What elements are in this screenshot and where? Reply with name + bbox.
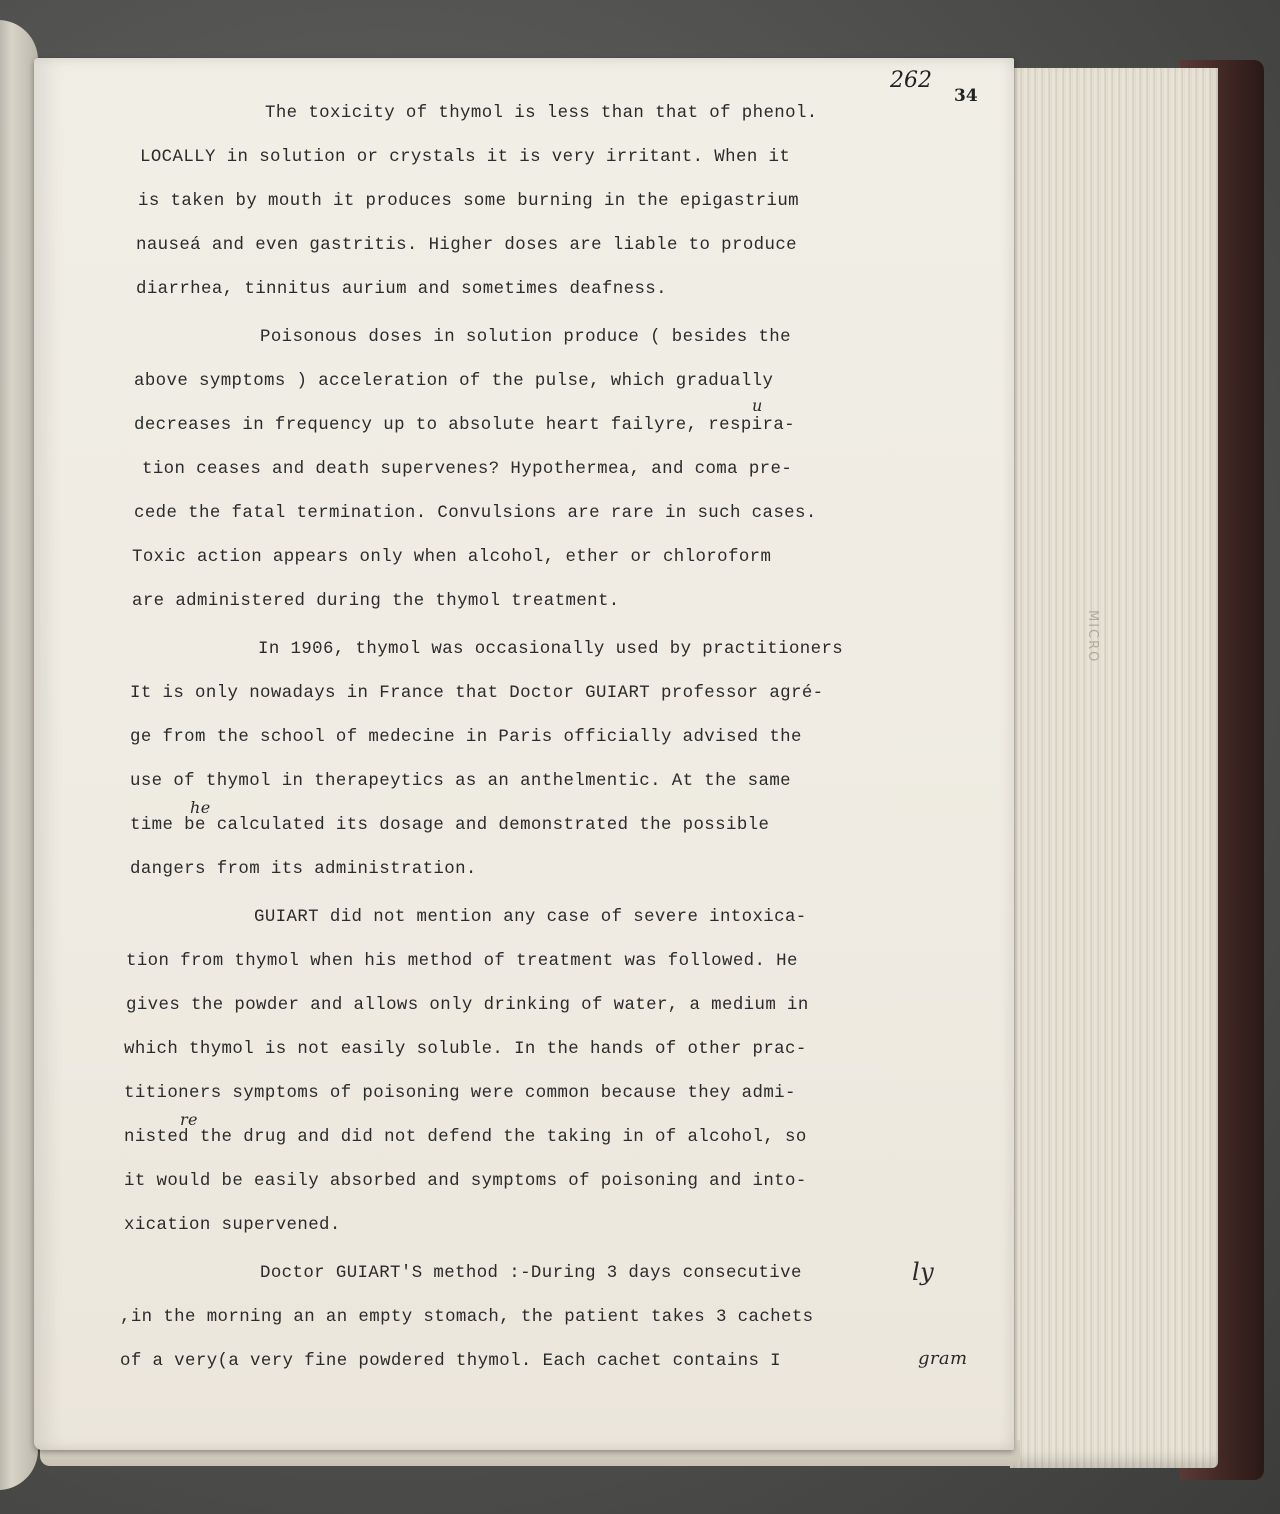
text-line: Doctor GUIART'S method :-During 3 days consecutive [260,1264,802,1283]
text-line: time be calculated its dosage and demonstrated the possible [130,816,770,835]
side-stamp: MICRO [1085,610,1100,664]
text-line: tion ceases and death supervenes? Hypothermea, and coma pre- [142,460,793,479]
page-block-edges [1010,68,1218,1468]
text-line: above symptoms ) acceleration of the pulse, which gradually [134,372,774,391]
text-line: diarrhea, tinnitus aurium and sometimes deafness. [136,280,667,299]
text-line: it would be easily absorbed and symptoms of poisoning and into- [124,1172,807,1191]
text-line: titioners symptoms of poisoning were common because they admi- [124,1084,796,1103]
text-line: LOCALLY in solution or crystals it is very irritant. When it [140,148,791,167]
text-line: decreases in frequency up to absolute heart failyre, respira- [134,416,796,435]
text-line: Toxic action appears only when alcohol, ether or chloroform [132,548,772,567]
text-line: cede the fatal termination. Convulsions are rare in such cases. [134,504,817,523]
handwritten-correction: gram [918,1348,968,1369]
typescript-page [34,58,1014,1450]
page-number: 34 [954,86,978,106]
text-line: Poisonous doses in solution produce ( besides the [260,328,791,347]
text-line: is taken by mouth it produces some burning in the epigastrium [138,192,800,211]
text-line: gives the powder and allows only drinking of water, a medium in [126,996,809,1015]
text-line: use of thymol in therapeytics as an anthelmentic. At the same [130,772,792,791]
text-line: are administered during the thymol treatment. [132,592,620,611]
text-line: ge from the school of medecine in Paris officially advised the [130,728,802,747]
text-line: GUIART did not mention any case of severe intoxica- [254,908,807,927]
handwritten-correction: u [752,396,763,415]
text-line: It is only nowadays in France that Doctor GUIART professor agré- [130,684,824,703]
text-line: In 1906, thymol was occasionally used by practitioners [258,640,844,659]
text-line: ,in the morning an an empty stomach, the patient takes 3 cachets [120,1308,814,1327]
text-line: The toxicity of thymol is less than that of phenol. [265,104,818,123]
handwritten-correction: he [190,798,211,817]
handwritten-correction: ly [912,1258,935,1286]
text-line: xication supervened. [124,1216,341,1235]
text-line: tion from thymol when his method of treatment was followed. He [126,952,798,971]
handwritten-folio: 262 [890,68,932,93]
text-line: nisted the drug and did not defend the taking in of alcohol, so [124,1128,807,1147]
text-line: nauseá and even gastritis. Higher doses are liable to produce [136,236,798,255]
text-line: of a very(a very fine powdered thymol. Each cachet contains I [120,1352,782,1371]
facing-page-edge [0,20,38,1490]
text-line: which thymol is not easily soluble. In the hands of other prac- [124,1040,807,1059]
text-line: dangers from its administration. [130,860,477,879]
handwritten-correction: re [180,1110,198,1129]
